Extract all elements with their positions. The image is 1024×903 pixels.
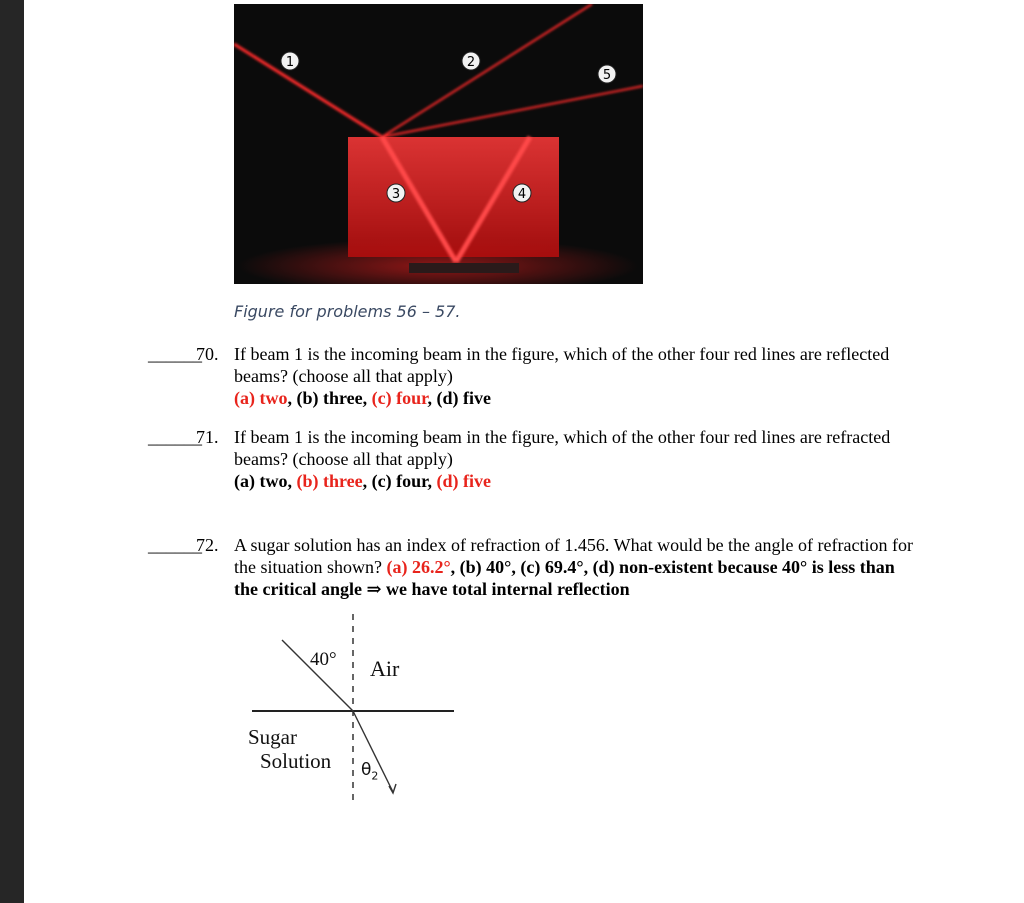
problem-number: 72.: [196, 535, 219, 555]
label-3: 3: [391, 187, 401, 202]
choice-c: (c) four: [371, 388, 428, 408]
question-line-1: A sugar solution has an index of refraction of 1.456. What would be the angle of refraction for: [234, 535, 913, 555]
answer-choices: (a) two, (b) three, (c) four, (d) five: [234, 388, 491, 408]
laser-beam-illustration: [234, 4, 643, 284]
label-1: 1: [285, 55, 295, 70]
choice-d-continued: the critical angle ⇒ we have total internal reflection: [234, 579, 630, 599]
choice-c: (c) four: [371, 471, 428, 491]
choice-c: (c) 69.4°: [520, 557, 584, 577]
question-line-2: the situation shown? (a) 26.2°, (b) 40°, (c) 69.4°, (d) non-existent because 40° is less than: [234, 557, 895, 577]
choice-d: (d) five: [436, 471, 491, 491]
answer-blank[interactable]: ______: [148, 427, 202, 447]
problem-number: 70.: [196, 344, 219, 364]
sugar-label: Sugar: [248, 725, 297, 749]
choice-b: (b) three: [296, 471, 363, 491]
choice-d: (d) five: [436, 388, 491, 408]
question-line-1: If beam 1 is the incoming beam in the figure, which of the other four red lines are reflected: [234, 344, 890, 364]
label-2: 2: [466, 55, 476, 70]
choice-d: (d) non-existent because 40° is less than: [592, 557, 895, 577]
choice-b: (b) 40°: [459, 557, 512, 577]
label-4: 4: [517, 187, 527, 202]
air-label: Air: [370, 656, 400, 681]
choice-a: (a) 26.2°: [386, 557, 451, 577]
laser-beam-photo: [234, 4, 643, 284]
problem-number: 71.: [196, 427, 219, 447]
choice-a: (a) two: [234, 388, 288, 408]
theta-label: $\theta_2$: [361, 760, 379, 783]
label-5: 5: [602, 68, 612, 83]
left-sidebar-bar: [0, 0, 24, 903]
refraction-diagram: [240, 612, 470, 807]
choice-a: (a) two: [234, 471, 288, 491]
question-text: the situation shown?: [234, 557, 382, 577]
answer-blank[interactable]: ______: [148, 535, 202, 555]
question-line-2: beams? (choose all that apply): [234, 366, 453, 386]
choice-b: (b) three: [296, 388, 363, 408]
answer-choices: (a) two, (b) three, (c) four, (d) five: [234, 471, 491, 491]
answer-blank[interactable]: ______: [148, 344, 202, 364]
stand-base: [409, 263, 519, 273]
angle-label: 40°: [310, 649, 337, 670]
refraction-lines: [240, 612, 470, 807]
solution-label: Solution: [260, 749, 332, 773]
question-line-1: If beam 1 is the incoming beam in the figure, which of the other four red lines are refracted: [234, 427, 891, 447]
question-line-2: beams? (choose all that apply): [234, 449, 453, 469]
figure-caption: Figure for problems 56 – 57.: [234, 302, 461, 321]
